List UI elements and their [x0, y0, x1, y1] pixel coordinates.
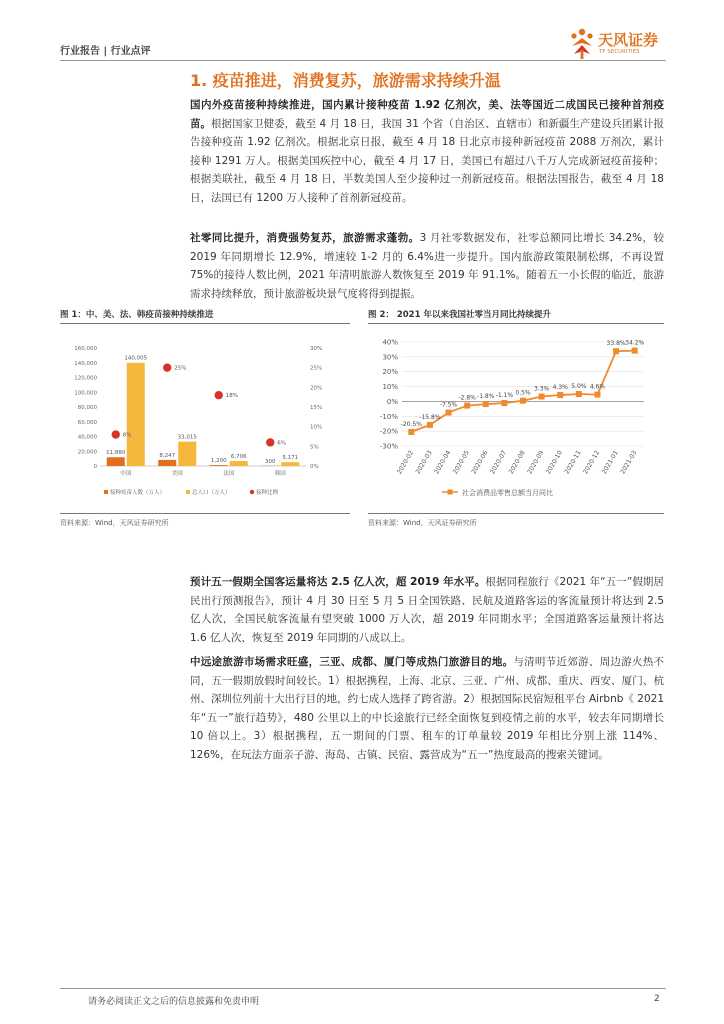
y-tick-label: 120,000	[74, 375, 97, 382]
data-label: 0.5%	[515, 389, 531, 397]
data-label: -20.5%	[400, 420, 422, 428]
bar-label-population: 33,015	[177, 434, 197, 441]
bar-label-population: 140,005	[124, 355, 148, 362]
legend-label: 社会消费品零售总额当月同比	[462, 489, 553, 497]
x-category-label: 2020-10	[544, 449, 564, 476]
legend-marker	[448, 490, 453, 495]
bar-label-vaccinated: 1,200	[210, 458, 227, 465]
data-label: -2.8%	[458, 394, 476, 402]
data-label: -15.8%	[419, 413, 441, 421]
ratio-label: 8%	[122, 432, 132, 439]
y-tick-label: 10%	[382, 383, 398, 392]
data-point	[576, 391, 582, 397]
data-point	[446, 410, 452, 416]
figure2-title: 图 2： 2021 年以来我国社零当月同比持续提升	[368, 310, 551, 320]
paragraph-retail-body: 3 月社零数据发布，社零总额同比增长 34.2%，较 2019 年同期增长 12.9%，增速较 1-2 月的 6.4%进一步提升。国内旅游政策限制松绑，不再设置 75%的接待人数比例，2021 年清明旅游人数恢复至 2019 年 91.1%。随着五一小长假的临近，旅游需求持续释放，预计旅游板块景气度将得到提振。	[190, 232, 664, 300]
data-point	[408, 429, 414, 435]
ratio-label: 6%	[277, 440, 286, 447]
data-point	[613, 348, 619, 354]
paragraph-vaccine-lead: 国内外疫苗接种持续推进，国内累计接种疫苗 1.92 亿剂次，美、法等国近二成国民已接种首剂疫苗。	[190, 99, 664, 130]
figure2-chart	[368, 326, 664, 511]
bar-population	[178, 442, 196, 466]
y-tick-label: -30%	[379, 442, 398, 451]
y-tick-label: 30%	[382, 353, 398, 362]
data-point	[594, 392, 600, 398]
y-tick-label: -10%	[379, 412, 398, 421]
paragraph-vaccine	[190, 96, 664, 207]
y-tick-label: 40,000	[77, 434, 97, 441]
figure2-bottom-rule	[368, 513, 664, 514]
y-tick-label: 80,000	[77, 405, 97, 411]
paragraph-destinations-lead: 中远途旅游市场需求旺盛，三亚、成都、厦门等成热门旅游目的地。	[190, 656, 514, 668]
x-category-label: 2020-04	[433, 449, 453, 476]
figure2-source: 资料来源：Wind，天风证券研究所	[368, 519, 477, 527]
ratio-dot	[266, 438, 274, 446]
x-category-label: 2020-08	[507, 449, 527, 476]
y2-tick-label: 30%	[310, 346, 323, 352]
x-category-label: 2020-11	[563, 449, 583, 476]
y-tick-label: 0	[93, 464, 97, 470]
section-title: 1. 疫苗推进，消费复苏，旅游需求持续升温	[190, 71, 501, 90]
x-category-label: 2020-06	[470, 449, 490, 476]
figure1-source: 资料来源：Wind，天风证券研究所	[60, 519, 169, 527]
x-category-label: 2020-07	[489, 449, 509, 476]
ratio-dot	[163, 363, 171, 371]
x-category-label: 韩国	[274, 471, 286, 477]
logo-subtitle: TF SECURITIES	[599, 49, 640, 55]
y2-tick-label: 15%	[310, 405, 323, 411]
y-tick-label: 20,000	[77, 449, 97, 456]
paragraph-traffic-body: 根据同程旅行《2021 年“五一”假期居民出行预测报告》，预计 4 月 30 日至 5 月 5 日全国铁路、民航及道路客运的客流量预计将达到 2.5 亿人次，全国民航客流量有望突破 1000 万人次，超 2019 年同期水平；全国道路客运量预计将达 1.6 亿人次，恢复至 2019 年同期的八成以上。	[190, 576, 664, 644]
legend-label-ratio: 接种比例	[256, 490, 279, 496]
x-category-label: 法国	[223, 471, 235, 477]
figure1-top-rule	[60, 323, 350, 324]
data-label: -1.1%	[495, 392, 514, 400]
figure1-bottom-rule	[60, 513, 350, 514]
paragraph-retail	[190, 229, 664, 303]
bar-label-vaccinated: 11,880	[106, 450, 126, 457]
y2-tick-label: 20%	[310, 385, 323, 392]
x-category-label: 2021-03	[619, 449, 639, 476]
figure2-top-rule	[368, 323, 664, 324]
data-label: 34.2%	[625, 339, 645, 347]
y2-tick-label: 10%	[310, 424, 323, 431]
y-tick-label: 100,000	[74, 390, 97, 397]
data-label: 3.3%	[533, 385, 550, 393]
x-category-label: 中国	[120, 471, 132, 477]
bar-label-vaccinated: 300	[265, 458, 276, 465]
y-tick-label: 0%	[386, 397, 398, 406]
logo	[568, 26, 672, 62]
legend-swatch-vaccinated	[104, 490, 108, 494]
footer-divider	[60, 988, 666, 989]
ratio-label: 18%	[225, 393, 238, 400]
data-point	[539, 394, 545, 400]
y2-tick-label: 0%	[310, 464, 319, 470]
data-point	[427, 422, 433, 428]
data-label: 4.6%	[589, 383, 606, 391]
bar-label-population: 5,171	[282, 455, 299, 462]
figure1-title: 图 1：中、美、法、韩疫苗接种持续推进	[60, 310, 214, 320]
bar-label-vaccinated: 8,247	[159, 452, 176, 459]
x-category-label: 2021-01	[600, 449, 620, 476]
x-category-label: 2020-09	[526, 449, 546, 476]
y2-tick-label: 5%	[310, 444, 319, 451]
legend-swatch-population	[186, 490, 190, 494]
bar-population	[230, 461, 248, 466]
y2-tick-label: 25%	[310, 365, 323, 372]
page-number: 2	[654, 994, 660, 1004]
header-label: 行业报告 | 行业点评	[60, 46, 151, 57]
bar-vaccinated	[210, 465, 228, 466]
figure1-chart	[60, 326, 350, 511]
data-label: 5.0%	[571, 383, 587, 390]
data-point	[520, 398, 526, 404]
ratio-dot	[215, 391, 223, 399]
y-tick-label: 160,000	[74, 346, 97, 352]
paragraph-traffic-lead: 预计五一假期全国客运量将达 2.5 亿人次，超 2019 年水平。	[190, 576, 486, 588]
x-category-label: 2020-05	[451, 449, 471, 476]
bar-vaccinated	[158, 460, 176, 466]
bar-population	[127, 363, 145, 466]
ratio-label: 25%	[174, 365, 187, 372]
bar-population	[281, 462, 299, 466]
paragraph-destinations	[190, 653, 664, 764]
paragraph-retail-lead: 社零同比提升，消费强势复苏，旅游需求蓬勃。	[190, 232, 420, 244]
ratio-dot	[112, 430, 120, 438]
data-point	[464, 403, 470, 409]
bar-vaccinated	[107, 457, 125, 466]
legend-label-vaccinated: 接种疫苗人数（万人）	[110, 490, 166, 496]
data-point	[632, 348, 638, 354]
x-category-label: 2020-03	[414, 449, 434, 476]
x-category-label: 2020-12	[582, 449, 602, 476]
x-category-label: 美国	[171, 471, 183, 477]
data-point	[483, 401, 489, 407]
data-label: 4.3%	[552, 384, 568, 392]
tf-logo-icon	[568, 26, 596, 60]
footer-disclaimer: 请务必阅读正文之后的信息披露和免责申明	[88, 997, 260, 1007]
paragraph-traffic	[190, 573, 664, 647]
data-label: -1.8%	[477, 393, 495, 401]
paragraph-vaccine-body: 根据国家卫健委，截至 4 月 18 日，我国 31 个省（自治区、直辖市）和新疆生产建设兵团累计报告接种疫苗 1.92 亿剂次。根据北京日报，截至 4 月 18 日北京市接种新冠疫苗 2088 万剂次，累计接种 1291 万人。根据美国疾控中心，截至 4 月 17 日，美国已有超过八千万人完成新冠疫苗接种；根据美联社，截至 4 月 18 日，半数美国人至少接种过一剂新冠疫苗。根据法国报告，截至 4 月 18 日，法国已有 1200 万人接种了首剂新冠疫苗。	[190, 117, 664, 204]
y-tick-label: 40%	[382, 338, 398, 347]
y-tick-label: 60,000	[77, 419, 97, 426]
y-tick-label: 140,000	[74, 360, 97, 367]
y-tick-label: -20%	[379, 427, 398, 436]
data-label: -7.5%	[439, 401, 458, 409]
legend-swatch-ratio	[250, 490, 254, 494]
logo-name: 天风证券	[598, 31, 659, 49]
bar-label-population: 6,706	[230, 454, 247, 461]
data-point	[557, 392, 563, 398]
legend-label-population: 总人口（万人）	[192, 490, 231, 496]
data-point	[501, 400, 507, 406]
data-label: 33.8%	[606, 340, 626, 348]
y-tick-label: 20%	[382, 368, 398, 377]
x-category-label: 2020-02	[396, 449, 416, 476]
paragraph-destinations-body: 与清明节近郊游、周边游火热不同，五一假期放假时间较长。1）根据携程，上海、北京、三亚、广州、成都、重庆、西安、厦门、杭州、深圳位列前十大出行目的地，约七成人选择了跨省游。2）根据国际民宿短租平台 Airbnb《 2021 年“五一”旅行趋势》，480 公里以上的中长途旅行已经全面恢复到疫情之前的水平，较去年同期增长 10 倍以上。3）根据携程，五一期间的门票、租车的订单量较 2019 年相比分别上涨 114%、126%，在玩法方面亲子游、海岛、古镇、民宿、露营成为“五一”热度最高的搜索关键词。	[190, 656, 665, 761]
